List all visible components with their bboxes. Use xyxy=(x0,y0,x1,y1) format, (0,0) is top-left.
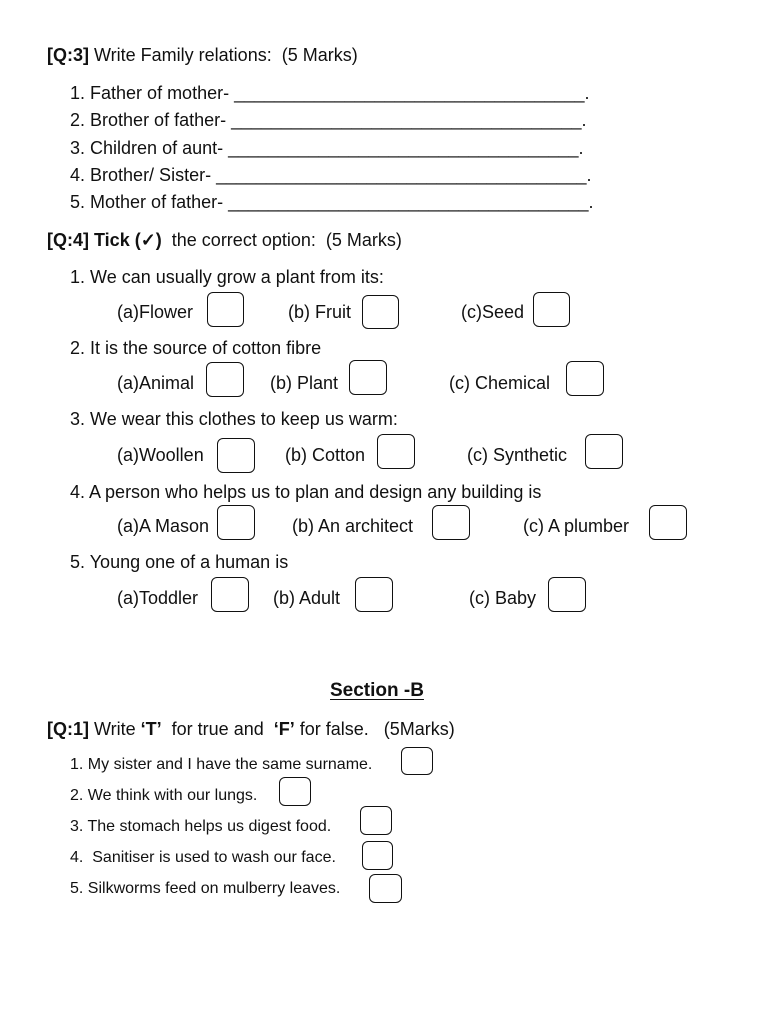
item-number: 2. xyxy=(70,787,84,804)
q3-text: Write Family relations: (5 Marks) xyxy=(89,45,358,65)
tf-item-1 xyxy=(70,757,372,773)
item-number: 3. xyxy=(70,409,86,429)
option-label: (c)Seed xyxy=(461,302,525,322)
q4-label: [Q:4] xyxy=(47,230,89,250)
answer-checkbox[interactable] xyxy=(432,505,470,540)
item-text: It is the source of cotton fibre xyxy=(90,338,322,358)
answer-checkbox[interactable] xyxy=(362,295,399,329)
tf-answer-box[interactable] xyxy=(401,747,433,775)
item-number: 5. xyxy=(70,552,86,572)
option-label: (a)Flower xyxy=(117,302,194,322)
q4-question-5 xyxy=(70,553,288,571)
item-text: Sanitiser is used to wash our face. xyxy=(87,849,336,866)
q3-item-1 xyxy=(70,84,589,102)
q4-text: the correct option: (5 Marks) xyxy=(161,230,402,250)
tf-answer-box[interactable] xyxy=(360,806,392,835)
true-marker: ‘T’ xyxy=(140,719,162,739)
q4-question-4 xyxy=(70,483,541,501)
option-label: (a)Animal xyxy=(117,373,195,393)
q3-item-3 xyxy=(70,139,583,157)
option-label: (a)Woollen xyxy=(117,445,204,465)
answer-checkbox[interactable] xyxy=(548,577,586,612)
option-label: (a)A Mason xyxy=(117,516,210,536)
option-label: (b) Plant xyxy=(270,373,339,393)
item-number: 4. xyxy=(70,482,86,502)
option-label: (b) Cotton xyxy=(285,445,366,465)
tf-item-2 xyxy=(70,788,257,804)
tf-item-3 xyxy=(70,819,331,835)
answer-checkbox[interactable] xyxy=(355,577,393,612)
item-number: 1. xyxy=(70,267,86,287)
answer-checkbox[interactable] xyxy=(566,361,604,396)
item-number: 3. xyxy=(70,138,86,158)
item-text: The stomach helps us digest food. xyxy=(87,818,332,835)
answer-checkbox[interactable] xyxy=(207,292,244,327)
item-number: 5. xyxy=(70,192,86,212)
item-number: 1. xyxy=(70,756,84,773)
item-text: Father of mother- ___________________________________. xyxy=(90,83,590,103)
item-number: 2. xyxy=(70,338,86,358)
q4-question-1 xyxy=(70,268,384,286)
item-text: Young one of a human is xyxy=(89,552,289,572)
item-number: 3. xyxy=(70,818,84,835)
option-label: (c) Baby xyxy=(469,588,537,608)
option-label: (b) Adult xyxy=(273,588,341,608)
q1-label: [Q:1] xyxy=(47,719,89,739)
tf-answer-box[interactable] xyxy=(369,874,402,903)
q3-item-5 xyxy=(70,193,593,211)
item-text: A person who helps us to plan and design any building is xyxy=(89,482,542,502)
section-title: Section -B xyxy=(330,680,424,701)
tf-answer-box[interactable] xyxy=(279,777,311,806)
item-text: Brother/ Sister- _____________________________________. xyxy=(90,165,592,185)
item-text: We can usually grow a plant from its: xyxy=(90,267,384,287)
item-text: We wear this clothes to keep us warm: xyxy=(90,409,398,429)
answer-checkbox[interactable] xyxy=(349,360,387,395)
item-text: Children of aunt- ___________________________________. xyxy=(90,138,584,158)
answer-checkbox[interactable] xyxy=(585,434,623,469)
item-number: 1. xyxy=(70,83,86,103)
answer-checkbox[interactable] xyxy=(217,438,255,473)
q4-tick-label: Tick (✓) xyxy=(94,230,162,250)
false-marker: ‘F’ xyxy=(273,719,295,739)
item-text: We think with our lungs. xyxy=(87,787,258,804)
item-text: Brother of father- ___________________________________. xyxy=(90,110,587,130)
answer-checkbox[interactable] xyxy=(377,434,415,469)
tf-item-4 xyxy=(70,850,336,866)
option-label: (c) Chemical xyxy=(449,373,551,393)
answer-checkbox[interactable] xyxy=(533,292,570,327)
answer-checkbox[interactable] xyxy=(649,505,687,540)
item-text: Mother of father- ____________________________________. xyxy=(90,192,594,212)
option-label: (a)Toddler xyxy=(117,588,199,608)
option-label: (c) Synthetic xyxy=(467,445,568,465)
q3-heading xyxy=(47,46,358,64)
tf-answer-box[interactable] xyxy=(362,841,393,870)
item-text: Silkworms feed on mulberry leaves. xyxy=(87,880,341,897)
item-number: 4. xyxy=(70,849,84,866)
item-number: 5. xyxy=(70,880,84,897)
option-label: (b) Fruit xyxy=(288,302,351,322)
q3-label: [Q:3] xyxy=(47,45,89,65)
q4-question-2 xyxy=(70,339,321,357)
q3-item-4 xyxy=(70,166,591,184)
heading-text: for true and xyxy=(161,719,274,739)
item-number: 4. xyxy=(70,165,86,185)
answer-checkbox[interactable] xyxy=(211,577,249,612)
item-number: 2. xyxy=(70,110,86,130)
answer-checkbox[interactable] xyxy=(206,362,244,397)
heading-text: Write xyxy=(89,719,141,739)
section-b-q1-heading xyxy=(47,720,455,738)
heading-text: for false. (5Marks) xyxy=(294,719,455,739)
q3-item-2 xyxy=(70,111,586,129)
item-text: My sister and I have the same surname. xyxy=(87,756,373,773)
option-label: (c) A plumber xyxy=(523,516,630,536)
q4-question-3 xyxy=(70,410,398,428)
tf-item-5 xyxy=(70,881,340,897)
q4-heading xyxy=(47,231,402,249)
answer-checkbox[interactable] xyxy=(217,505,255,540)
option-label: (b) An architect xyxy=(292,516,414,536)
